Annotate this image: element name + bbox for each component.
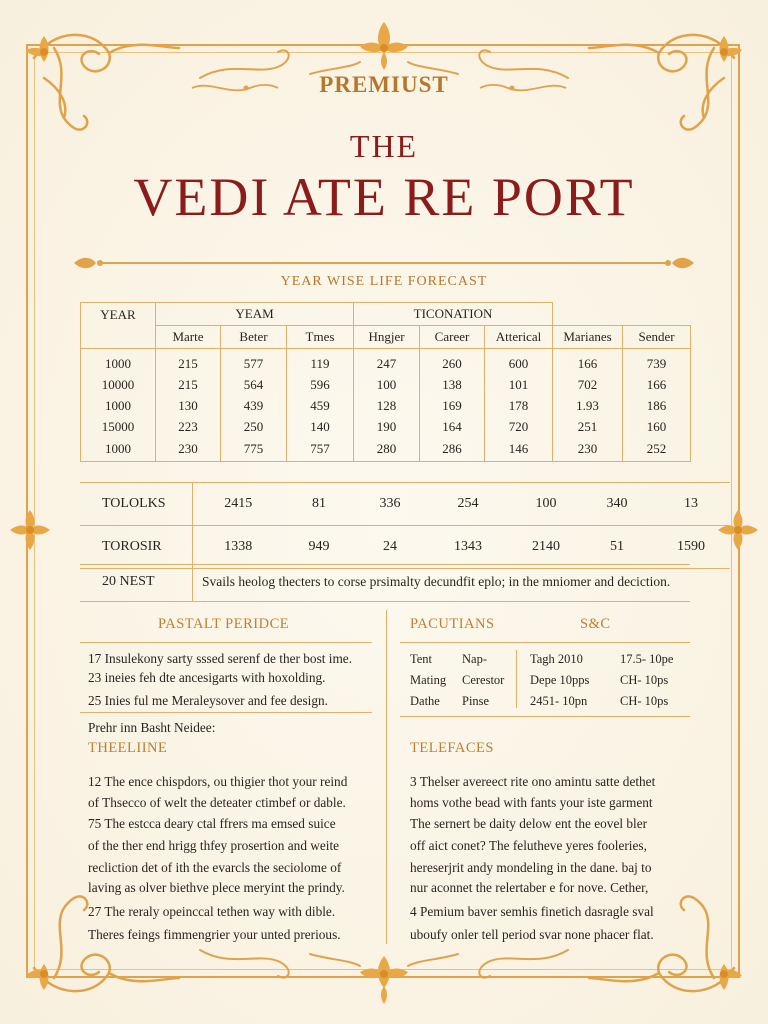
forecast-cell: 1.93 bbox=[553, 395, 623, 416]
row-label: 1000 bbox=[81, 395, 156, 416]
forecast-cell: 247 bbox=[354, 349, 420, 375]
forecast-row bbox=[81, 349, 691, 375]
pacutians-cell: Pinse bbox=[462, 694, 490, 708]
row-label: 1000 bbox=[81, 349, 156, 375]
column-header: Beter bbox=[221, 326, 287, 349]
forecast-cell: 128 bbox=[354, 395, 420, 416]
totals-cell: 81 bbox=[284, 483, 354, 526]
brand-label: PREMIUST bbox=[319, 72, 449, 97]
forecast-cell: 720 bbox=[485, 416, 553, 437]
forecast-cell: 166 bbox=[623, 374, 691, 395]
telefaces-line: homs vothe bead with fants your iste garment bbox=[410, 795, 653, 810]
forecast-row bbox=[81, 416, 691, 437]
column-header: Tmes bbox=[287, 326, 354, 349]
pacutians-rule-top bbox=[400, 642, 690, 643]
totals-cell: 51 bbox=[582, 526, 652, 569]
column-header: Sender bbox=[623, 326, 691, 349]
theeline-line: 75 The estcca deary ctal ffrers ma emsed suice bbox=[88, 816, 336, 831]
pacutians-cell: Tent bbox=[410, 652, 433, 666]
totals-label: TOROSIR bbox=[80, 526, 192, 569]
past-period-heading: PASTALT PERIDCE bbox=[158, 616, 290, 632]
forecast-cell: 215 bbox=[156, 374, 221, 395]
row-label: 1000 bbox=[81, 437, 156, 462]
forecast-cell: 459 bbox=[287, 395, 354, 416]
forecast-row bbox=[81, 437, 691, 462]
nest-separator bbox=[192, 565, 193, 601]
forecast-cell: 140 bbox=[287, 416, 354, 437]
pacutians-rule-bottom bbox=[400, 716, 690, 717]
forecast-cell: 702 bbox=[553, 374, 623, 395]
totals-cell: 1343 bbox=[426, 526, 510, 569]
pacutians-cell: Cerestor bbox=[462, 673, 505, 687]
theeline-line: 12 The ence chispdors, ou thigier thot your reind bbox=[88, 774, 348, 789]
totals-row bbox=[80, 483, 730, 526]
totals-row bbox=[80, 526, 730, 569]
column-header: Hngjer bbox=[354, 326, 420, 349]
pacutians-cell: Depe 10pps bbox=[530, 673, 590, 687]
forecast-cell: 178 bbox=[485, 395, 553, 416]
totals-cell: 1338 bbox=[192, 526, 284, 569]
forecast-cell: 600 bbox=[485, 349, 553, 375]
theeline-heading: THEELIINE bbox=[88, 740, 168, 756]
nest-row bbox=[80, 564, 690, 602]
theeline-line: laving as olver biethve plece meryint the prindy. bbox=[88, 880, 345, 895]
pacutians-inner-divider bbox=[516, 650, 517, 708]
forecast-cell: 190 bbox=[354, 416, 420, 437]
forecast-cell: 101 bbox=[485, 374, 553, 395]
group-header-3: TICONATION bbox=[354, 303, 553, 326]
forecast-cell: 146 bbox=[485, 437, 553, 462]
totals-label: TOLOLKS bbox=[80, 483, 192, 526]
pacutians-cell: Tagh 2010 bbox=[530, 652, 583, 666]
pacutians-cell: 17.5- 10pe bbox=[620, 652, 674, 666]
forecast-cell: 230 bbox=[156, 437, 221, 462]
past-period-line: 23 ineies feh dte ancesigarts with hoxolding. bbox=[88, 670, 326, 685]
forecast-cell: 252 bbox=[623, 437, 691, 462]
forecast-cell: 251 bbox=[553, 416, 623, 437]
row-label: 10000 bbox=[81, 374, 156, 395]
totals-cell: 1590 bbox=[652, 526, 730, 569]
column-header-row bbox=[81, 326, 691, 349]
nest-label: 20 NEST bbox=[102, 574, 155, 589]
forecast-cell: 160 bbox=[623, 416, 691, 437]
theeline-line: Theres feings fimmengrier your unted prerious. bbox=[88, 927, 341, 942]
telefaces-line: The sernert be daity delow ent the eovel bler bbox=[410, 816, 648, 831]
forecast-cell: 757 bbox=[287, 437, 354, 462]
totals-cell: 2415 bbox=[192, 483, 284, 526]
past-period-footer: Prehr inn Basht Neidee: bbox=[88, 720, 216, 735]
forecast-table bbox=[80, 302, 691, 462]
forecast-cell: 100 bbox=[354, 374, 420, 395]
totals-cell: 2140 bbox=[510, 526, 582, 569]
forecast-cell: 250 bbox=[221, 416, 287, 437]
past-period-rule-bottom bbox=[80, 712, 372, 713]
title-article: THE bbox=[349, 128, 419, 164]
theeline-line: of Thsecco of welt the deteater ctimbef or dable. bbox=[88, 795, 346, 810]
forecast-cell: 564 bbox=[221, 374, 287, 395]
theeline-line: recliction det of ith the evarcls the seciolome of bbox=[88, 860, 342, 875]
forecast-cell: 130 bbox=[156, 395, 221, 416]
column-header: Marte bbox=[156, 326, 221, 349]
past-period-rule-top bbox=[80, 642, 372, 643]
forecast-cell: 439 bbox=[221, 395, 287, 416]
telefaces-line: off aict conet? The felutheve yeres fooleries, bbox=[410, 838, 647, 853]
nest-text: Svails heolog thecters to corse prsimalty decundfit eplo; in the mniomer and deciction. bbox=[202, 574, 671, 589]
telefaces-line: 3 Thelser avereect rite ono amintu satte dethet bbox=[410, 774, 656, 789]
totals-cell: 336 bbox=[354, 483, 426, 526]
forecast-row bbox=[81, 374, 691, 395]
totals-cell: 24 bbox=[354, 526, 426, 569]
column-divider bbox=[386, 610, 387, 944]
side-flower-left bbox=[8, 508, 52, 552]
totals-table bbox=[80, 482, 730, 569]
telefaces-line: nur aconnet the relertaber e for nove. Cether, bbox=[410, 880, 649, 895]
forecast-rows bbox=[81, 349, 691, 462]
forecast-cell: 230 bbox=[553, 437, 623, 462]
forecast-cell: 280 bbox=[354, 437, 420, 462]
pacutians-cell: CH- 10ps bbox=[620, 694, 669, 708]
totals-cell: 100 bbox=[510, 483, 582, 526]
pacutians-heading-secondary: S&C bbox=[580, 616, 611, 632]
flourish-top-center bbox=[190, 18, 578, 78]
forecast-cell: 577 bbox=[221, 349, 287, 375]
telefaces-line: hereserjrit andy mondeling in the dane. baj to bbox=[410, 860, 652, 875]
forecast-cell: 186 bbox=[623, 395, 691, 416]
group-header-2: YEAM bbox=[156, 303, 354, 326]
past-period-line: 17 Insulekony sarty sssed serenf de ther bost ime. bbox=[88, 651, 353, 666]
title-divider bbox=[100, 262, 668, 264]
pacutians-heading: PACUTIANS bbox=[410, 616, 495, 632]
row-label: 15000 bbox=[81, 416, 156, 437]
forecast-cell: 286 bbox=[420, 437, 485, 462]
forecast-cell: 119 bbox=[287, 349, 354, 375]
past-period-line: 25 Inies ful me Meraleysover and fee design. bbox=[88, 693, 328, 708]
forecast-cell: 138 bbox=[420, 374, 485, 395]
column-header: Marianes bbox=[553, 326, 623, 349]
forecast-cell: 775 bbox=[221, 437, 287, 462]
forecast-row bbox=[81, 395, 691, 416]
pacutians-cell: 2451- 10pn bbox=[530, 694, 588, 708]
forecast-cell: 215 bbox=[156, 349, 221, 375]
telefaces-line: uboufy onler tell period svar none phacer flat. bbox=[410, 927, 654, 942]
totals-cell: 949 bbox=[284, 526, 354, 569]
telefaces-heading: TELEFACES bbox=[410, 740, 494, 756]
forecast-cell: 223 bbox=[156, 416, 221, 437]
forecast-cell: 166 bbox=[553, 349, 623, 375]
forecast-cell: 260 bbox=[420, 349, 485, 375]
year-header: YEAR bbox=[81, 303, 156, 349]
forecast-cell: 169 bbox=[420, 395, 485, 416]
forecast-cell: 596 bbox=[287, 374, 354, 395]
column-header: Career bbox=[420, 326, 485, 349]
flourish-bottom-center bbox=[190, 946, 578, 1006]
telefaces-line: 4 Pemium baver semhis finetich dasragle sval bbox=[410, 904, 654, 919]
pacutians-cell: Nap- bbox=[462, 652, 487, 666]
pacutians-cell: CH- 10ps bbox=[620, 673, 669, 687]
totals-cell: 340 bbox=[582, 483, 652, 526]
theeline-line: 27 The reraly opeinccal tethen way with dible. bbox=[88, 904, 336, 919]
pacutians-cell: Dathe bbox=[410, 694, 440, 708]
theeline-line: of the ther end hrigg thfey prosertion and weite bbox=[88, 838, 340, 853]
report-title: VEDI ATE RE PORT bbox=[133, 167, 635, 227]
pacutians-cell: Mating bbox=[410, 673, 447, 687]
forecast-cell: 739 bbox=[623, 349, 691, 375]
column-header: Atterical bbox=[485, 326, 553, 349]
forecast-cell: 164 bbox=[420, 416, 485, 437]
totals-cell: 13 bbox=[652, 483, 730, 526]
totals-cell: 254 bbox=[426, 483, 510, 526]
forecast-section-title: YEAR WISE LIFE FORECAST bbox=[280, 274, 488, 289]
